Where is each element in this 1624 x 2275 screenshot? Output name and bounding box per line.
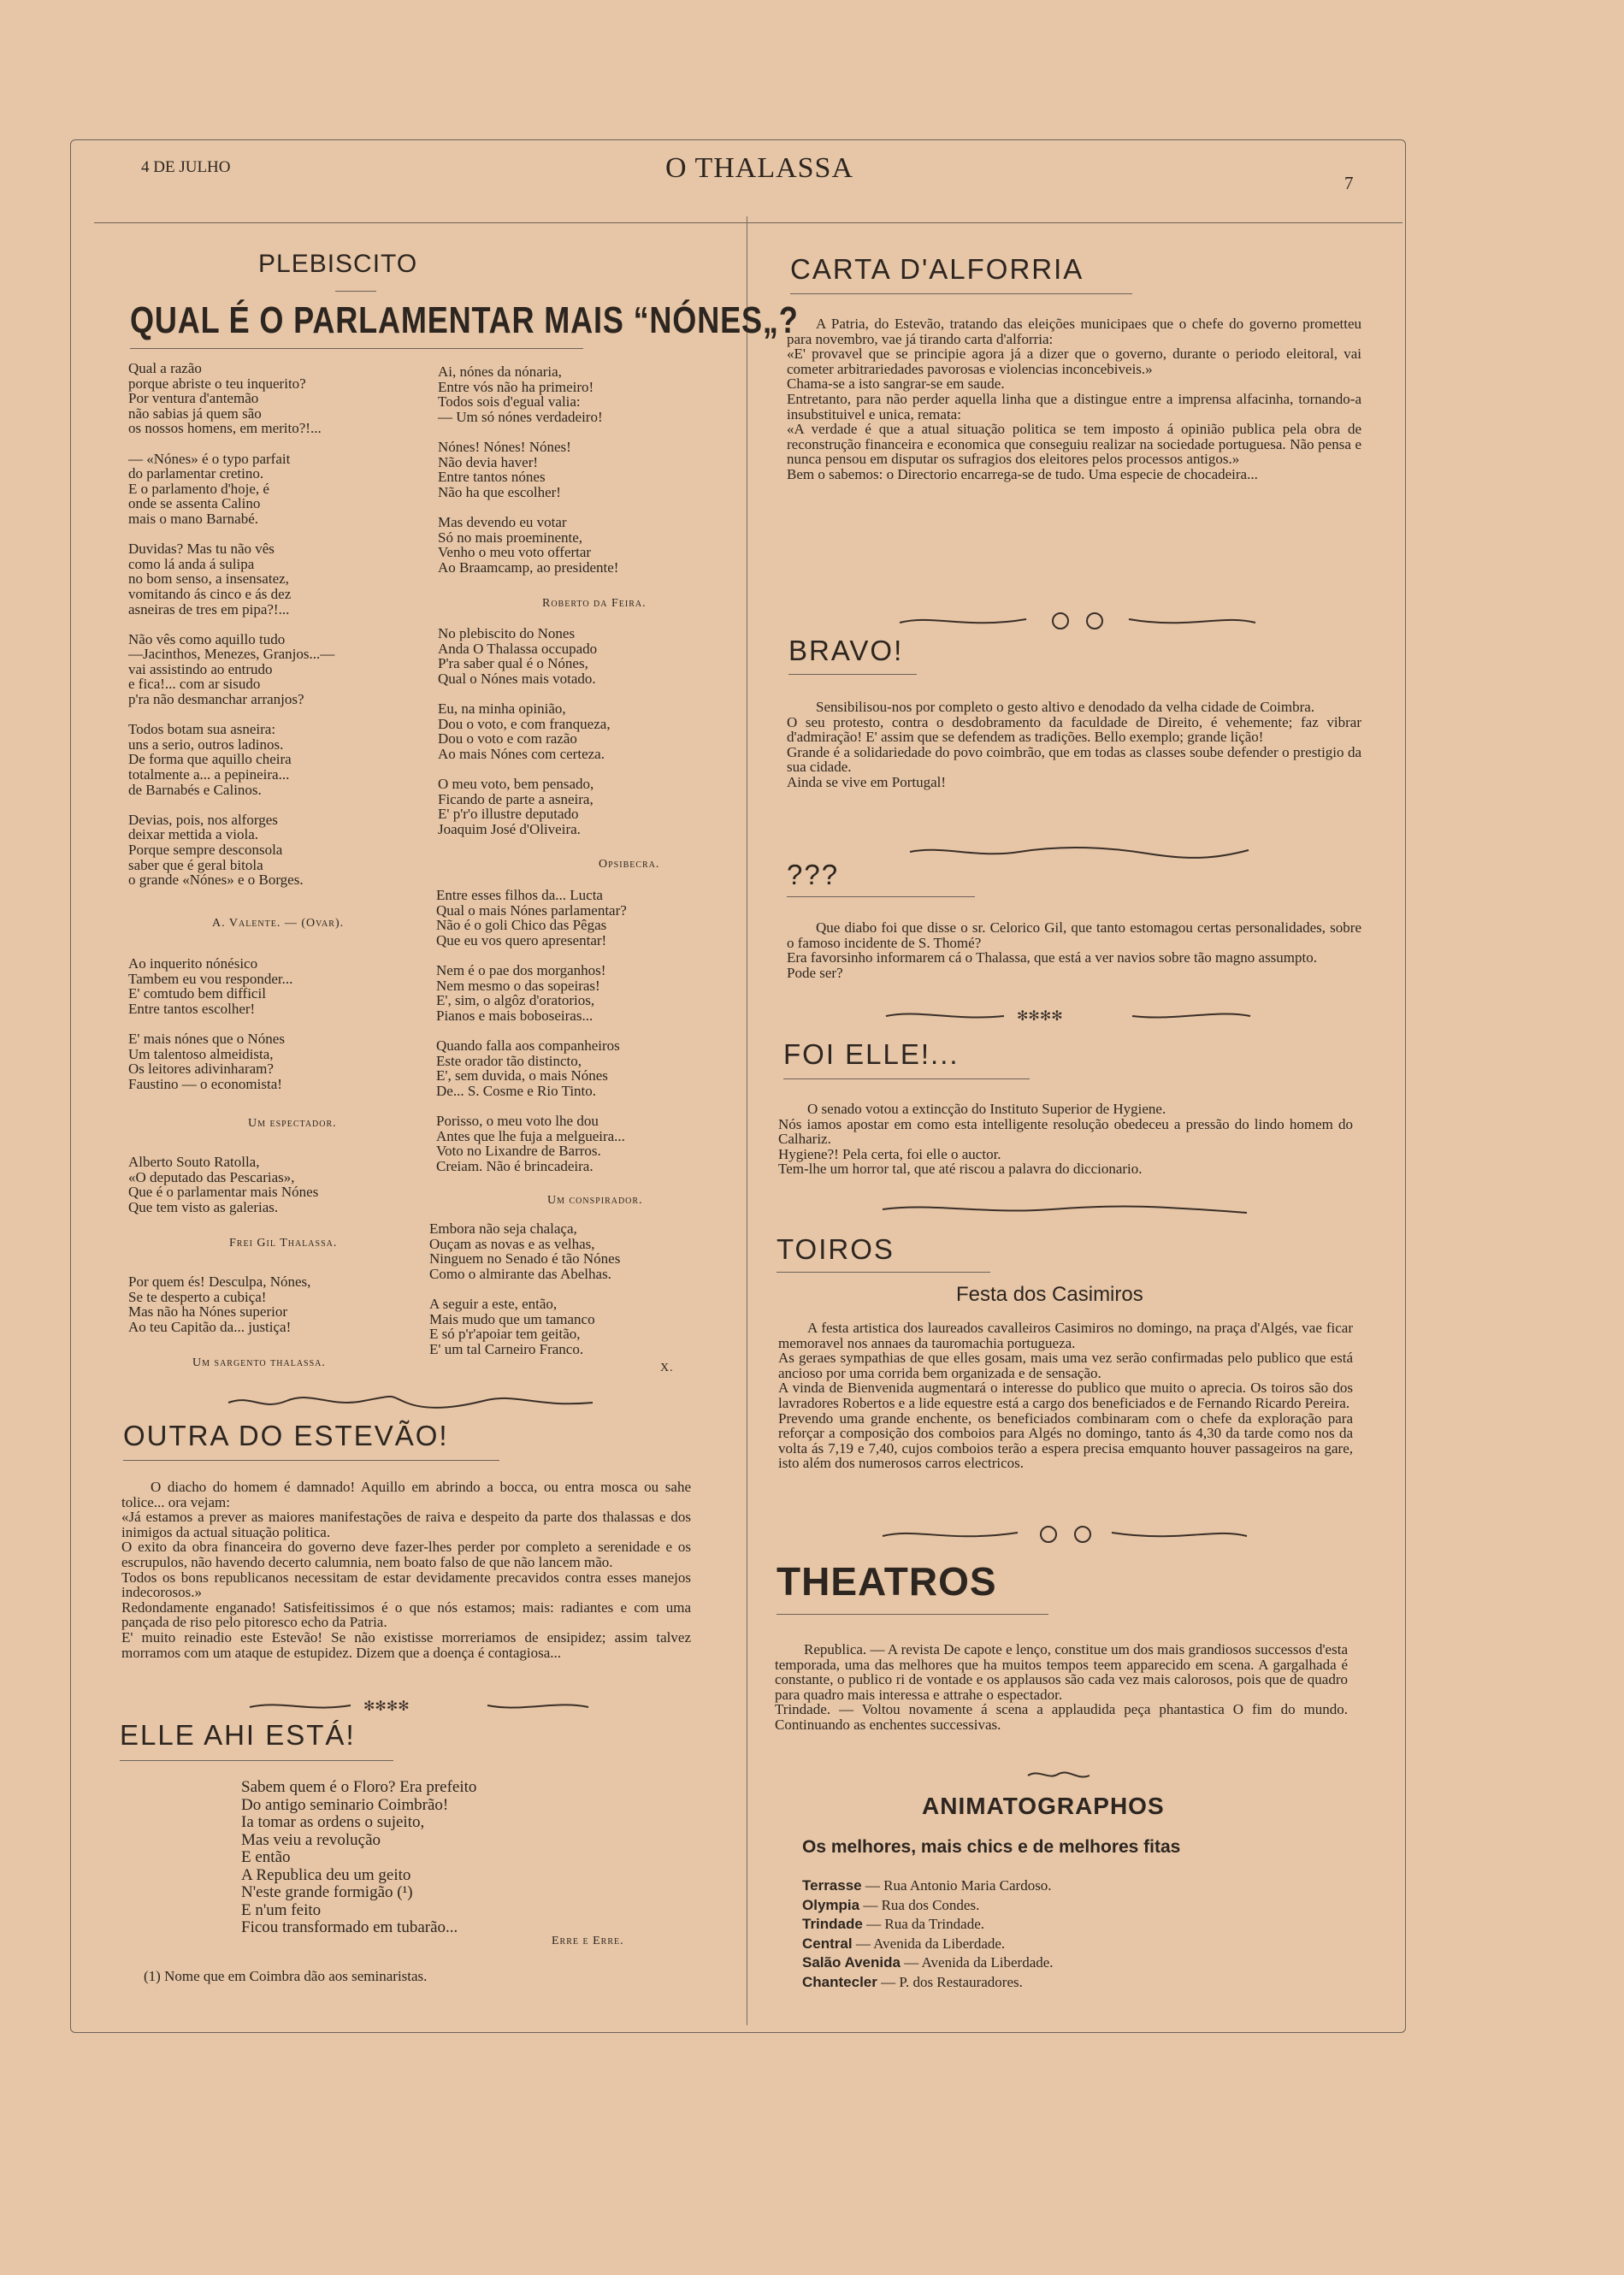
ornament-scroll-icon-2 <box>881 1521 1249 1548</box>
plebiscito-col2-a: Ai, nónes da nónaria, Entre vós não ha primeiro! Todos sois d'egual valia: — Um só nónes verdadeiro! Nónes! Nónes! Nónes! Não devia haver! Entre tantos nónes Não ha que escolher! Mas devendo eu votar Só no mais proeminente, Venho o meu voto offertar Ao Braamcamp, ao presidente! <box>438 363 619 576</box>
animatographos-title: ANIMATOGRAPHOS <box>922 1793 1165 1819</box>
foi-title: FOI ELLE!... <box>783 1038 960 1070</box>
signature-frei-gil: Frei Gil Thalassa. <box>229 1237 338 1250</box>
signature-erre: Erre e Erre. <box>552 1935 624 1947</box>
qqq-body: Que diabo foi que disse o sr. Celorico Gil, que tanto estomagou certas personalidades, sobre o famoso incidente de S. Thomé? Era favorsinho informarem cá o Thalassa, que está a ver navios sobre tão magno assumpto. Pode ser? <box>787 919 1361 981</box>
bravo-body: Sensibilisou-nos por completo o gesto altivo e denodado da velha cidade de Coimbra. O seu protesto, contra o desdobramento da faculdade de Direito, é vehemente; faz vibrar d'admiração! E' assim que se defendem as tradições. Bello exemplo; grande lição! Grande é a solidariedade do povo coimbrão, que em todas as classes soube defender o prestigio da sua cidade. Ainda se vive em Portugal! <box>787 699 1361 790</box>
plebiscito-col1-b: Ao inquerito nónésico Tambem eu vou responder... E' comtudo bem difficil Entre tantos escolher! E' mais nónes que o Nónes Um talentoso almeidista, Os leitores adivinharam? Faustino — o economista! <box>128 955 293 1092</box>
header-title: O THALASSA <box>665 152 854 184</box>
foi-body: O senado votou a extincção do Instituto Superior de Hygiene. Nós iamos apostar em como esta intelligente resolução obedeceu a pressão do lindo homem do Calhariz. Hygiene?! Pela certa, foi elle o auctor. Tem-lhe um horror tal, que até riscou a palavra do diccionario. <box>778 1101 1353 1178</box>
signature-valente: A. Valente. — (Ovar). <box>212 917 345 930</box>
plebiscito-kicker: PLEBISCITO <box>258 250 418 278</box>
theatros-rule <box>777 1614 1048 1615</box>
ornament-small-icon <box>1025 1765 1093 1784</box>
plebiscito-col1-c: Alberto Souto Ratolla, «O deputado das Pescarias», Que é o parlamentar mais Nónes Que tem visto as galerias. <box>128 1154 319 1215</box>
outra-body: O diacho do homem é damnado! Aquillo em abrindo a bocca, ou entra mosca ou sahe tolice... ora vejam: «Já estamos a prever as maiores manifestações de raiva e despeito da parte dos thalassas e dos inimigos da actual situação politica. O exito da obra financeira do governo deve fazer-lhes perder por completo a serenidade e os escrupulos, não havendo decerto calumnia, nem boato falso de que não lancem mão. Todos os bons republicanos necessitam de estar devidamente precavidos contra esses manejos indecorosos.» Redondamente enganado! Satisfeitissimos é o que nós estamos; mais: radiantes e com uma pançada de riso pelo pitoresco echo da Patria. E' muito reinadio este Estevão! Se não existisse morreriamos de ensipidez; assim talvez morramos com um ataque de estupidez. Dizem que a doença é contagiosa... <box>121 1479 691 1661</box>
header-rule <box>94 222 1403 223</box>
plebiscito-col2-d: Embora não seja chalaça, Ouçam as novas e as velhas, Ninguem no Senado é tão Nónes Como o almirante das Abelhas. A seguir a este, então, Mais mudo que um tamanco E só p'r'apoiar tem geitão, E' um tal Carneiro Franco. <box>429 1220 621 1357</box>
signature-opsibecra: Opsibecra. <box>599 858 660 871</box>
plebiscito-col2-c: Entre esses filhos da... Lucta Qual o mais Nónes parlamentar? Não é o goli Chico das Pêgas Que eu vos quero apresentar! Nem é o pae dos morganhos! Nem mesmo o das sopeiras! E', sim, o algôz d'oratorios, Pianos e mais boboseiras... Quando falla aos companheiros Este orador tão distincto, E', sem duvida, o mais Nónes De... S. Cosme e Rio Tinto. Porisso, o meu voto lhe dou Antes que lhe fuja a melgueira... Voto no Lixandre de Barros. Creiam. Não é brincadeira. <box>436 887 627 1174</box>
bravo-rule <box>788 674 917 675</box>
qqq-rule <box>787 896 975 897</box>
title-rule <box>130 348 583 349</box>
toiros-subtitle: Festa dos Casimiros <box>956 1283 1143 1306</box>
list-item: Chantecler — P. dos Restauradores. <box>802 1973 1023 1990</box>
foi-rule <box>783 1078 1030 1079</box>
animatographos-list <box>802 1876 1349 1992</box>
ornament-stars-icon-2 <box>884 1006 1252 1025</box>
ornament-divider-icon <box>227 1391 594 1415</box>
svg-text:✻✻✻✻: ✻✻✻✻ <box>1017 1008 1063 1024</box>
qqq-title: ??? <box>787 859 840 890</box>
elle-rule <box>120 1760 393 1761</box>
signature-x: X. <box>660 1362 674 1374</box>
list-item: Olympia — Rua dos Condes. <box>802 1896 980 1913</box>
ornament-scroll-icon <box>898 607 1257 635</box>
list-item: Central — Avenida da Liberdade. <box>802 1935 1006 1952</box>
header-date: 4 DE JULHO <box>141 158 231 176</box>
plebiscito-col1-d: Por quem és! Desculpa, Nónes, Se te desperto a cubiça! Mas não ha Nónes superior Ao teu Capitão da... justiça! <box>128 1273 311 1335</box>
carta-title: CARTA D'ALFORRIA <box>790 253 1084 285</box>
elle-poem: Sabem quem é o Floro? Era prefeito Do antigo seminario Coimbrão! Ia tomar as ordens o sujeito, Mas veiu a revolução E então A Republica deu um geito N'este grande formigão (¹) E n'um feito Ficou transformado em tubarão... <box>241 1778 477 1936</box>
svg-text:✻✻✻✻: ✻✻✻✻ <box>363 1698 410 1714</box>
carta-rule <box>790 293 1132 294</box>
signature-roberto: Roberto da Feira. <box>542 597 647 610</box>
theatros-title: THEATROS <box>777 1559 997 1604</box>
animatographos-subtitle: Os melhores, mais chics e de melhores fitas <box>802 1837 1181 1857</box>
list-item: Trindade — Rua da Trindade. <box>802 1916 984 1932</box>
signature-sargento: Um sargento thalassa. <box>192 1356 326 1369</box>
page-number: 7 <box>1344 173 1354 193</box>
elle-footnote: (1) Nome que em Coimbra dão aos seminaristas. <box>144 1968 428 1984</box>
plebiscito-title: QUAL É O PARLAMENTAR MAIS “NÓNES„? <box>130 299 799 341</box>
signature-espectador: Um espectador. <box>248 1117 337 1130</box>
outra-rule <box>123 1460 499 1461</box>
toiros-rule <box>777 1272 990 1273</box>
toiros-title: TOIROS <box>777 1233 895 1265</box>
carta-body: A Patria, do Estevão, tratando das eleições municipaes que o chefe do governo prometteu para novembro, vae já tirando carta d'alforria: «E' provavel que se principie agora já a dizer que o governo, durante o periodo eleitoral, vai cometer arbitrariedades pavorosas e violencias inconcebiveis.» Chama-se a isto sangrar-se em saude. Entretanto, para não perder aquella linha que a distingue entre a imprensa alfacinha, tornando-a insubstituivel e unica, remata: «A verdade é que a atual situação politica se tem imposto á opinião publica pela obra de reconstrução financeira e economica que conseguiu realizar na sociedade portuguesa. Não pensa e nunca pensou em disputar os sufragios dos eleitores pelos processos antigos.» Bem o sabemos: o Directorio encarrega-se de tudo. Uma especie de chocadeira... <box>787 316 1361 482</box>
toiros-body: A festa artistica dos laureados cavalleiros Casimiros no domingo, na praça d'Algés, vae ficar memoravel nos annaes da tauromachia portugueza. As geraes sympathias de que elles gosam, mais uma vez serão confirmadas pelo publico que está ancioso por uma corrida bem organizada e de sensação. A vinda de Bienvenida augmentará o interesse do publico que muito o aprecia. Os toiros são dos lavradores Robertos e a lide equestre está a cargo dos beneficiados e de Fernando Ricardo Pereira. Prevendo uma grande enchente, os beneficiados combinaram com o chefe da exploração para reforçar a composição dos comboios para Algés no domingo, tanto ás 4,30 da tarde como nos da volta ás 7,19 e 7,40, cujos comboios terão a espera precisa emquanto houver passageiros na gare, isto além dos numerosos carros electricos. <box>778 1320 1353 1472</box>
outra-title: OUTRA DO ESTEVÃO! <box>123 1420 449 1451</box>
elle-title: ELLE AHI ESTÁ! <box>120 1719 356 1751</box>
bravo-title: BRAVO! <box>788 635 904 666</box>
ornament-stars-icon <box>248 1697 590 1716</box>
theatros-body: Republica. — A revista De capote e lenço, constitue um dos mais grandiosos successos d'esta temporada, uma das melhores que ha muitos tempos teem apparecido em scena. A gargalhada é constante, o publico ri de vontade e os applausos são cada vez mais calorosos, pois que de quadro para quadro mais interessa e attrahe o espectador. Trindade. — Voltou novamente á scena a applaudida peça phantastica O fim do mundo. Continuando as enchentes successivas. <box>775 1641 1348 1733</box>
plebiscito-col1-a: Qual a razão porque abriste o teu inquerito? Por ventura d'antemão não sabias já quem são os nossos homens, em merito?!... — «Nónes» é o typo parfait do parlamentar cretino. E o parlamento d'hoje, é onde se assenta Calino mais o mano Barnabé. Duvidas? Mas tu não vês como lá anda á sulipa no bom senso, a insensatez, vomitando ás cinco e ás dez asneiras de tres em pipa?!... Não vês como aquillo tudo —Jacinthos, Menezes, Granjos...— vai assistindo ao entrudo e fica!... com ar sisudo p'ra não desmanchar arranjos? Todos botam sua asneira: uns a serio, outros ladinos. De forma que aquillo cheira totalmente a... a pepineira... de Barnabés e Calinos. Devias, pois, nos alforges deixar mettida a viola. Porque sempre desconsola saber que é geral bitola o grande «Nónes» e o Borges. <box>128 360 335 889</box>
list-item: Salão Avenida — Avenida da Liberdade. <box>802 1954 1054 1971</box>
ornament-wave-icon <box>908 843 1250 862</box>
signature-conspirador: Um conspirador. <box>547 1194 643 1207</box>
kicker-rule <box>335 291 376 292</box>
ornament-wave-icon-2 <box>881 1201 1249 1220</box>
list-item: Terrasse — Rua Antonio Maria Cardoso. <box>802 1877 1052 1894</box>
plebiscito-col2-b: No plebiscito do Nones Anda O Thalassa occupado P'ra saber qual é o Nónes, Qual o Nónes mais votado. Eu, na minha opinião, Dou o voto, e com franqueza, Dou o voto e com razão Ao mais Nónes com certeza. O meu voto, bem pensado, Ficando de parte a asneira, E' p'r'o illustre deputado Joaquim José d'Oliveira. <box>438 625 611 837</box>
